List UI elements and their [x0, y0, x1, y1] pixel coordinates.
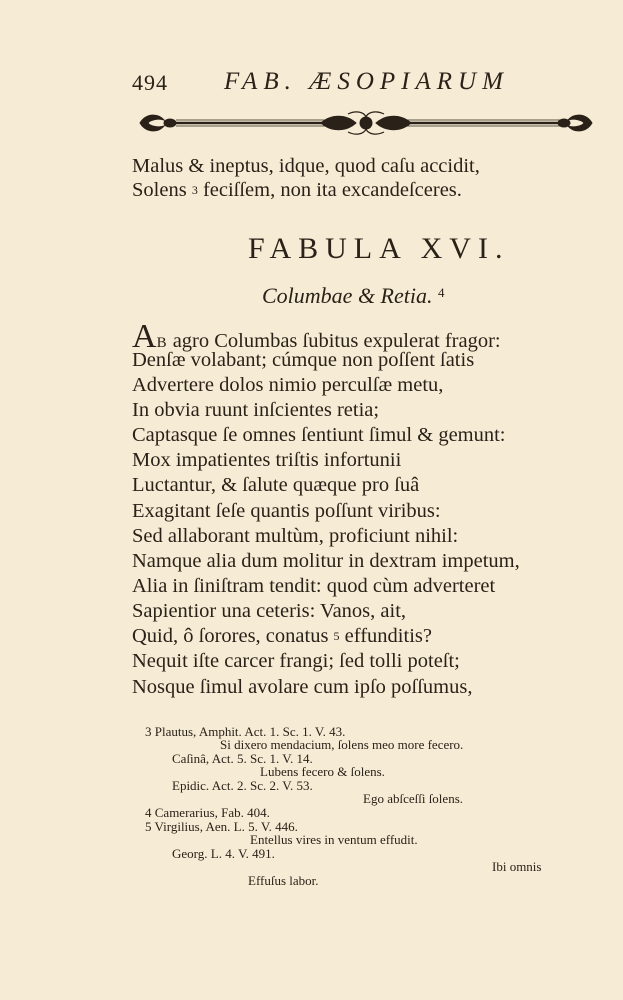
- footnote: 4 Camerarius, Fab. 404.: [145, 805, 270, 820]
- verse-line: Sed allaborant multùm, proficiunt nihil:: [132, 525, 459, 547]
- verse-line: Alia in ſiniſtram tendit: quod cùm adverteret: [132, 575, 496, 597]
- footnote: Epidic. Act. 2. Sc. 2. V. 53.: [172, 778, 313, 793]
- verse-line: Denſæ volabant; cúmque non poſſent ſatis: [132, 349, 475, 371]
- footnote: 5 Virgilius, Aen. L. 5. V. 446.: [145, 819, 298, 834]
- footnote-quote: Ibi omnis: [492, 859, 542, 874]
- running-head: FAB. ÆSOPIARUM: [224, 68, 509, 95]
- verse-line: Namque alia dum molitur in dextram impetum,: [132, 550, 520, 572]
- verse-line: Luctantur, & ſalute quæque pro ſuâ: [132, 474, 420, 496]
- page-number: 494: [132, 70, 168, 95]
- footnote-quote: Lubens fecero & ſolens.: [260, 764, 385, 779]
- verse-line: In obvia ruunt inſcientes retia;: [132, 399, 380, 421]
- verse-line: Sapientior una ceteris: Vanos, ait,: [132, 600, 407, 622]
- footnote: 3 Plautus, Amphit. Act. 1. Sc. 1. V. 43.: [145, 724, 346, 739]
- verse-line: Nosque ſimul avolare cum ipſo poſſumus,: [132, 676, 473, 698]
- footnote-ref: 3: [191, 183, 198, 197]
- verse-line: Quid, ô ſorores, conatus 5 effunditis?: [132, 625, 432, 647]
- fable-title: FABULA XVI.: [248, 232, 510, 265]
- verse-line: Nequit iſte carcer frangi; ſed tolli poteſt;: [132, 650, 460, 672]
- verse-line: Exagitant ſeſe quantis poſſunt viribus:: [132, 500, 441, 522]
- footnote-quote: Ego abſceſſi ſolens.: [363, 791, 464, 806]
- drop-cap: A: [132, 318, 157, 355]
- footnote-ref: 4: [437, 285, 445, 300]
- verse-line: Advertere dolos nimio perculſæ metu,: [132, 374, 444, 396]
- fable-subtitle: Columbae & Retia. $^4$: [262, 283, 445, 308]
- verse-line-first: AB agro Columbas ſubitus expulerat fragor:: [132, 318, 501, 355]
- footnote: Caſinâ, Act. 5. Sc. 1. V. 14.: [172, 751, 313, 766]
- footnote-quote: Effuſus labor.: [248, 873, 319, 888]
- verse-line: Mox impatientes triſtis infortunii: [132, 449, 402, 471]
- verse-line: Captasque ſe omnes ſentiunt ſimul & gemunt:: [132, 424, 506, 446]
- text-line-continued: Solens 3 feciſſem, non ita excandeſceres.: [132, 179, 462, 201]
- text-line-continued: Malus & ineptus, idque, quod caſu accidit,: [132, 155, 480, 177]
- footnote-quote: Entellus vires in ventum effudit.: [250, 832, 418, 847]
- footnote: Georg. L. 4. V. 491.: [172, 846, 275, 861]
- footnote-quote: Si dixero mendacium, ſolens meo more fecero.: [220, 737, 464, 752]
- footnote-ref: 5: [333, 629, 340, 643]
